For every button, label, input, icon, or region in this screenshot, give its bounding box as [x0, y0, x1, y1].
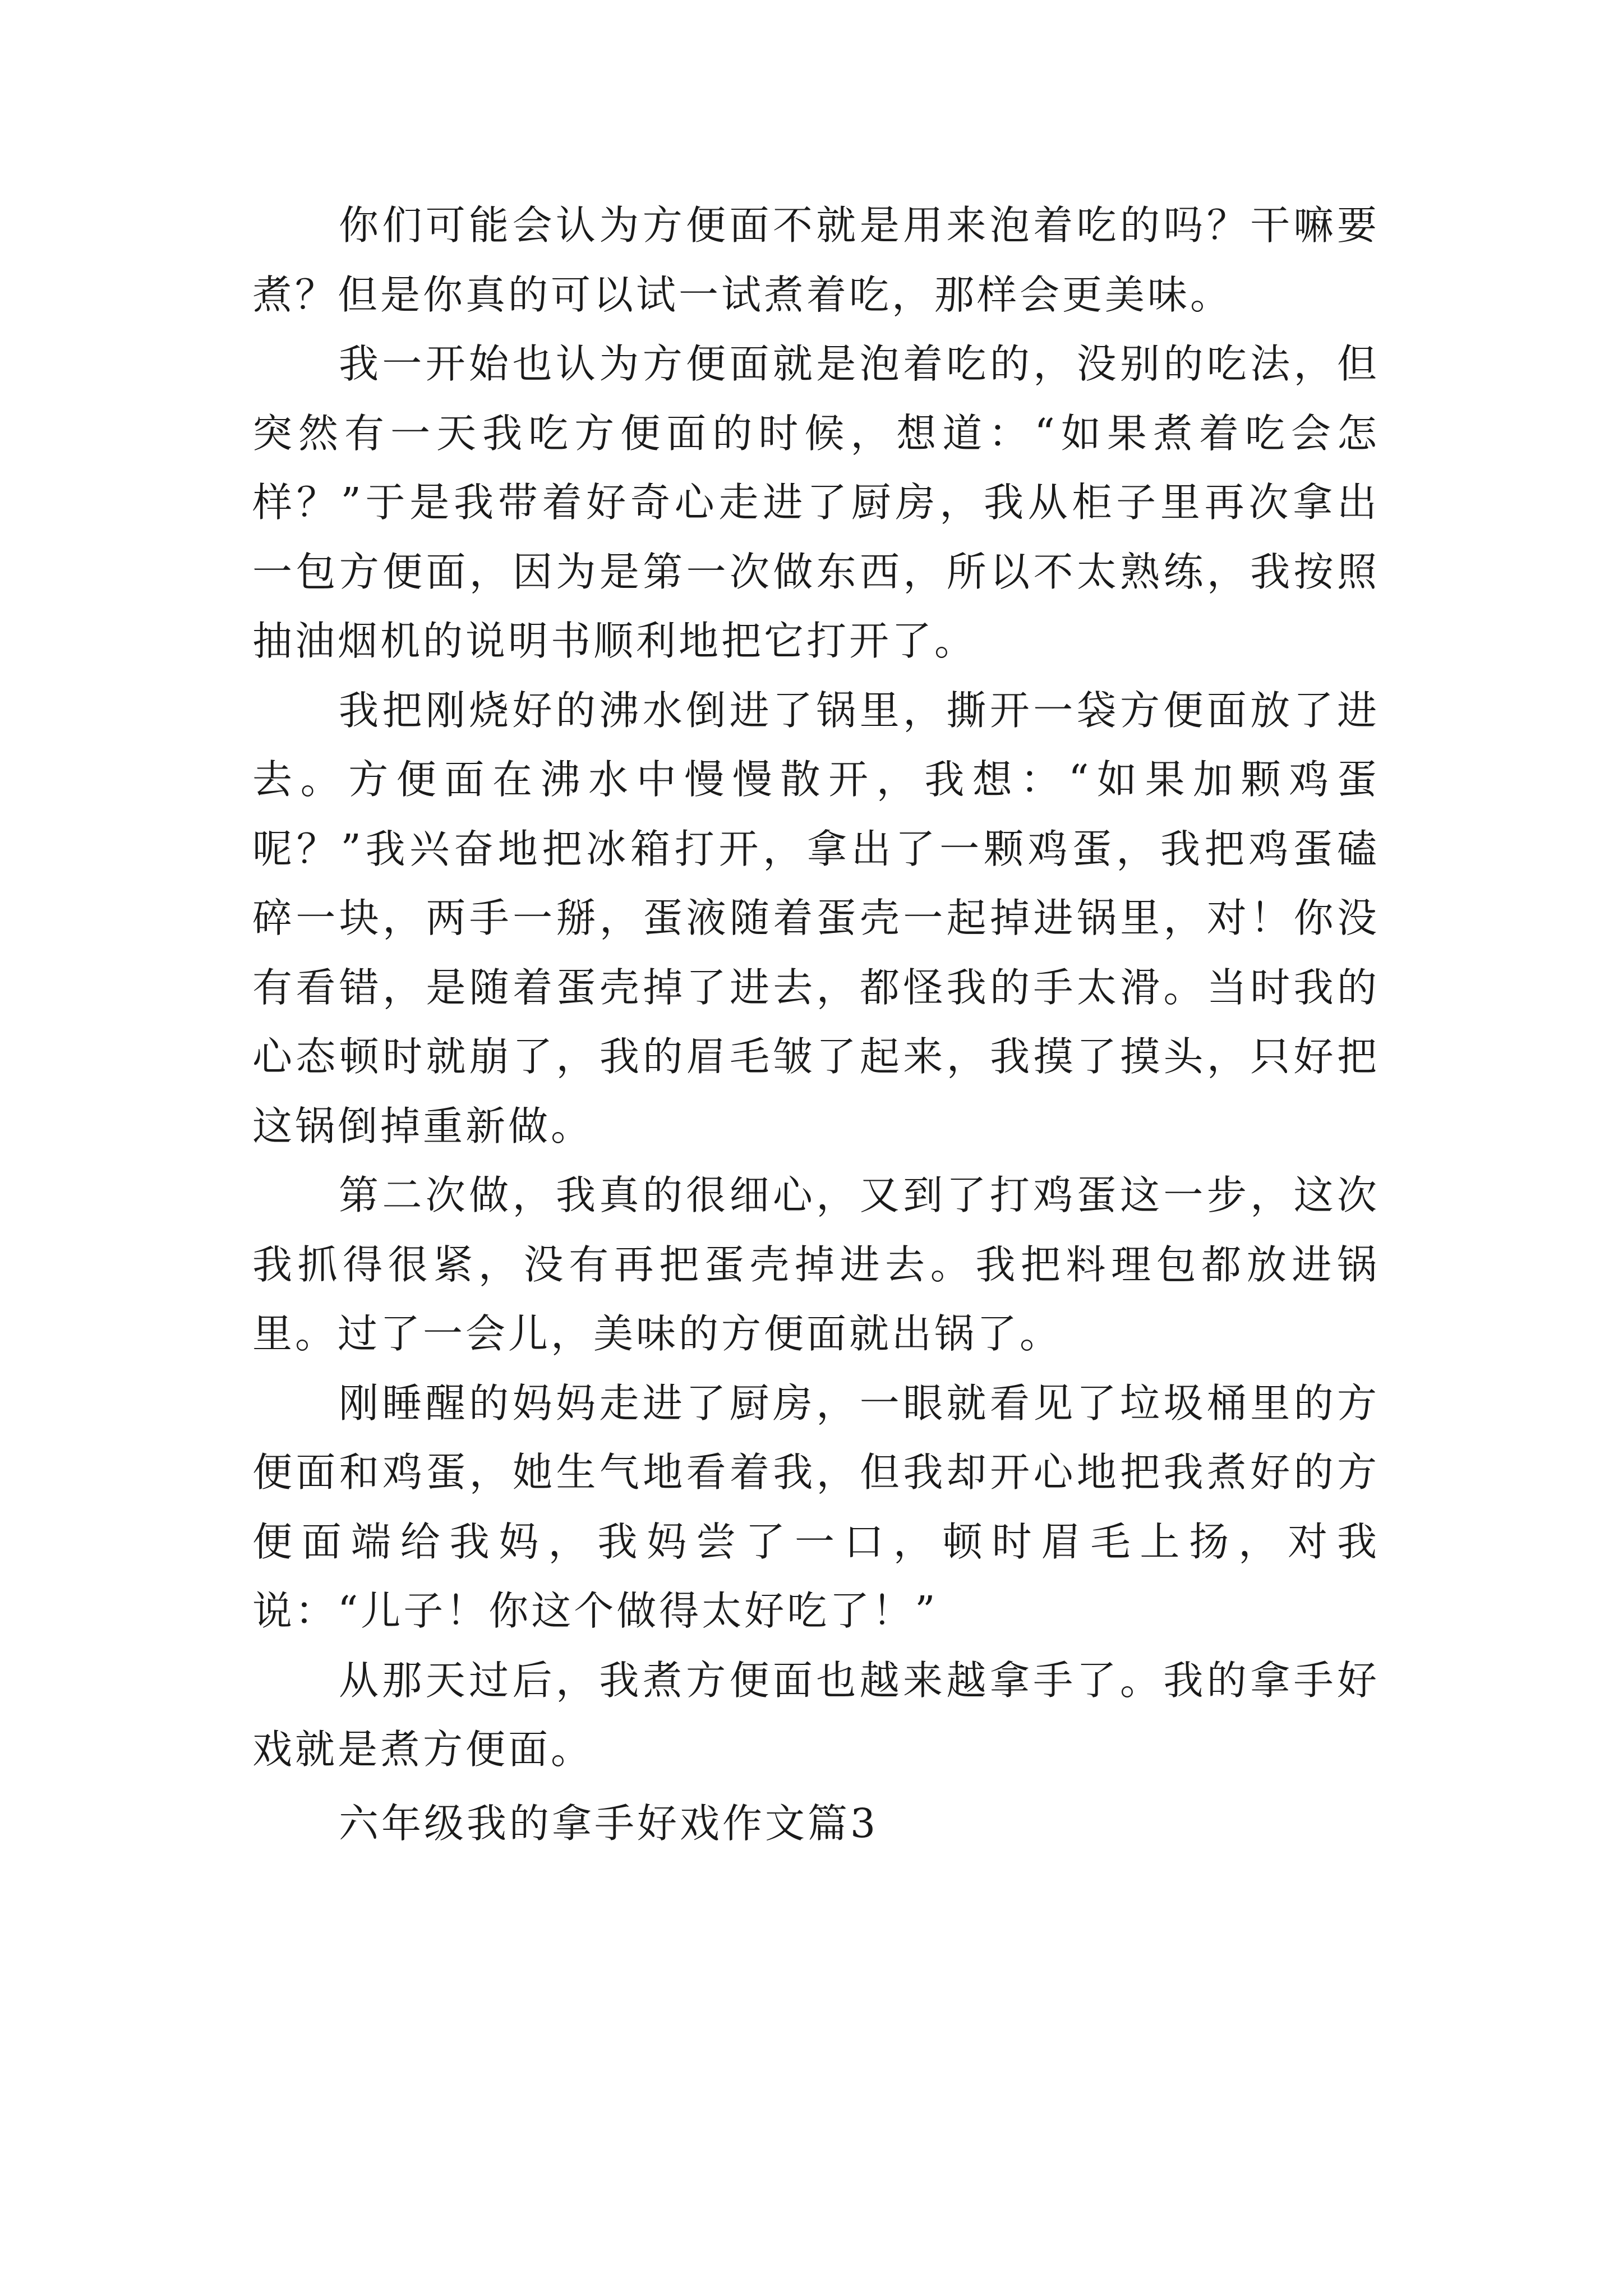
paragraph-6: 从那天过后，我煮方便面也越来越拿手了。我的拿手好戏就是煮方便面。: [252, 1657, 1380, 1773]
paragraph-3: 我把刚烧好的沸水倒进了锅里，撕开一袋方便面放了进去。方便面在沸水中慢慢散开，我想：“如果加颗鸡蛋呢？”我兴奋地把冰箱打开，拿出了一颗鸡蛋，我把鸡蛋磕碎一块，两手一掰，蛋液随着蛋壳一起掉进锅里，对！你没有看错，是随着蛋壳掉了进去，都怪我的手太滑。当时我的心态顿时就崩了，我的眉毛皱了起来，我摸了摸头，只好把这锅倒掉重新做。: [252, 687, 1380, 1149]
paragraph-1: 你们可能会认为方便面不就是用来泡着吃的吗？干嘛要煮？但是你真的可以试一试煮着吃，那样会更美味。: [252, 202, 1380, 318]
paragraph-5: 刚睡醒的妈妈走进了厨房，一眼就看见了垃圾桶里的方便面和鸡蛋，她生气地看着我，但我却开心地把我煮好的方便面端给我妈，我妈尝了一口，顿时眉毛上扬，对我说：“儿子！你这个做得太好吃了！”: [252, 1379, 1380, 1634]
paragraph-2: 我一开始也认为方便面就是泡着吃的，没别的吃法，但突然有一天我吃方便面的时候，想道：“如果煮着吃会怎样？”于是我带着好奇心走进了厨房，我从柜子里再次拿出一包方便面，因为是第一次做东西，所以不太熟练，我按照抽油烟机的说明书顺利地把它打开了。: [252, 341, 1380, 664]
document-page: [252, 191, 1380, 1858]
paragraph-4: 第二次做，我真的很细心，又到了打鸡蛋这一步，这次我抓得很紧，没有再把蛋壳掉进去。我把料理包都放进锅里。过了一会儿，美味的方便面就出锅了。: [252, 1172, 1380, 1357]
section-heading: 六年级我的拿手好戏作文篇3: [339, 1800, 879, 1847]
